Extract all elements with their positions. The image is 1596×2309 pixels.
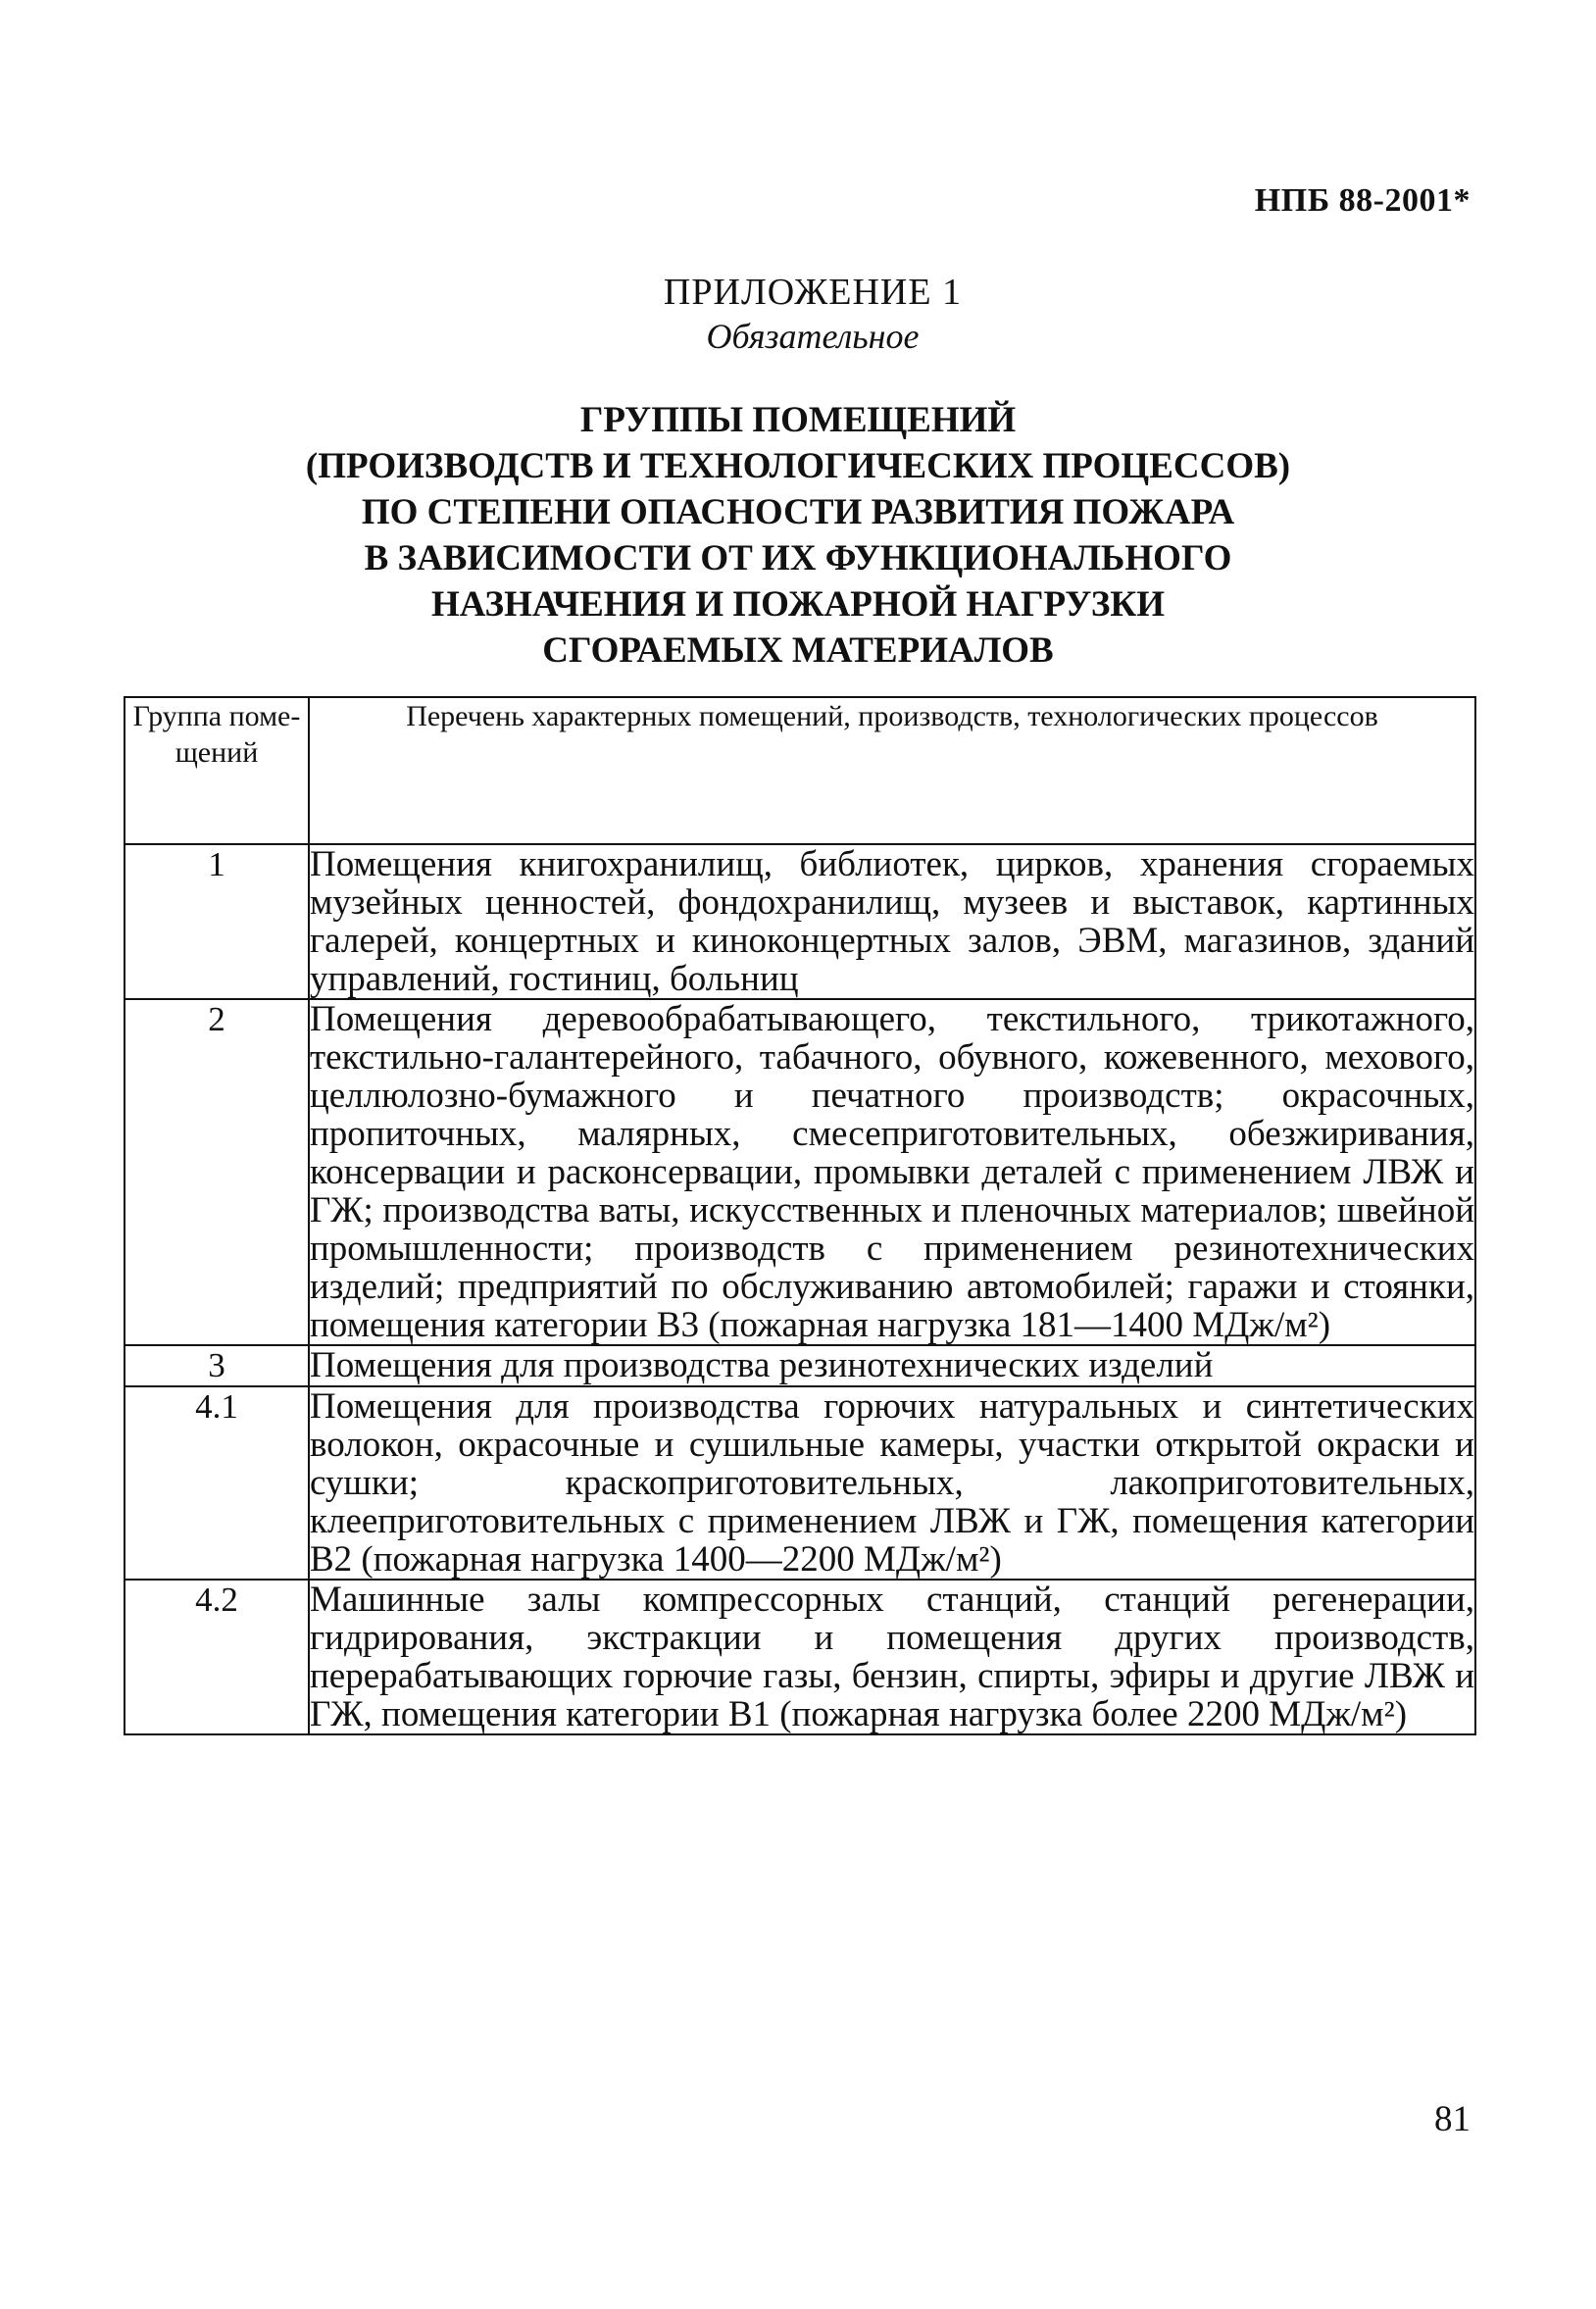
group-number: 3 (125, 1345, 309, 1386)
title-line: В ЗАВИСИМОСТИ ОТ ИХ ФУНКЦИОНАЛЬНОГО (364, 538, 1232, 578)
column-header-list: Перечень характерных помещений, производств, технологических процессов (309, 697, 1475, 844)
table-header-row (125, 697, 1475, 844)
document-title (0, 397, 1596, 674)
title-line: НАЗНАЧЕНИЯ И ПОЖАРНОЙ НАГРУЗКИ (430, 584, 1166, 625)
title-line: ПО СТЕПЕНИ ОПАСНОСТИ РАЗВИТИЯ ПОЖАРА (361, 492, 1235, 532)
group-number: 2 (125, 999, 309, 1345)
table-row (125, 844, 1475, 999)
title-line: ГРУППЫ ПОМЕЩЕНИЙ (579, 400, 1017, 440)
group-description: Помещения книгохранилищ, библиотек, цирков, хранения сгораемых музейных ценностей, фондохранилищ, музеев и выставок, картинных галерей, концертных и киноконцертных залов, ЭВМ, магазинов, зданий управлений, гостиниц, больниц (310, 844, 1474, 999)
group-description: Помещения для производства резинотехнических изделий (309, 1345, 1475, 1386)
appendix-label: ПРИЛОЖЕНИЕ 1 (663, 272, 963, 313)
appendix-status: Обязательное (706, 317, 920, 356)
group-number: 4.1 (125, 1386, 309, 1580)
group-description: Помещения для производства горючих натуральных и синтетических волокон, окрасочные и сушильные камеры, участки открытой окраски и сушки; краскоприготовительных, лакоприготовительных, клееприготовительных с применением ЛВЖ и ГЖ, помещения категории В2 (пожарная нагрузка 1400—2200 МДж/м²) (310, 1386, 1474, 1580)
document-code: НПБ 88-2001* (1254, 182, 1471, 219)
group-description: Помещения деревообрабатывающего, текстильного, трикотажного, текстильно-галантерейного, табачного, обувного, кожевенного, мехового, целлюлозно-бумажного и печатного производств; окрасочных, пропиточных, малярных, смесеприготовительных, обезжиривания, консервации и расконсервации, промывки деталей с применением ЛВЖ и ГЖ; производства ваты, искусственных и пленочных материалов; швейной промышленности; производств с применением резинотехнических изделий; предприятий по обслуживанию автомобилей; гаражи и стоянки, помещения категории В3 (пожарная нагрузка 181—1400 МДж/м²) (310, 999, 1474, 1345)
room-groups-table (124, 696, 1476, 1735)
group-number: 1 (125, 844, 309, 999)
table-row (125, 999, 1475, 1345)
table-row (125, 1580, 1475, 1734)
column-header-group: Группа помещений (125, 697, 309, 844)
group-description: Машинные залы компрессорных станций, станций регенерации, гидрирования, экстракции и помещения других производств, перерабатывающих горючие газы, бензин, спирты, эфиры и другие ЛВЖ и ГЖ, помещения категории В1 (пожарная нагрузка более 2200 МДж/м²) (310, 1580, 1474, 1734)
page-number: 81 (1434, 2099, 1471, 2139)
title-line: СГОРАЕМЫХ МАТЕРИАЛОВ (542, 630, 1054, 671)
title-line: (ПРОИЗВОДСТВ И ТЕХНОЛОГИЧЕСКИХ ПРОЦЕССОВ) (305, 446, 1291, 486)
group-number: 4.2 (125, 1580, 309, 1734)
table-row (125, 1386, 1475, 1580)
table-row (125, 1345, 1475, 1386)
